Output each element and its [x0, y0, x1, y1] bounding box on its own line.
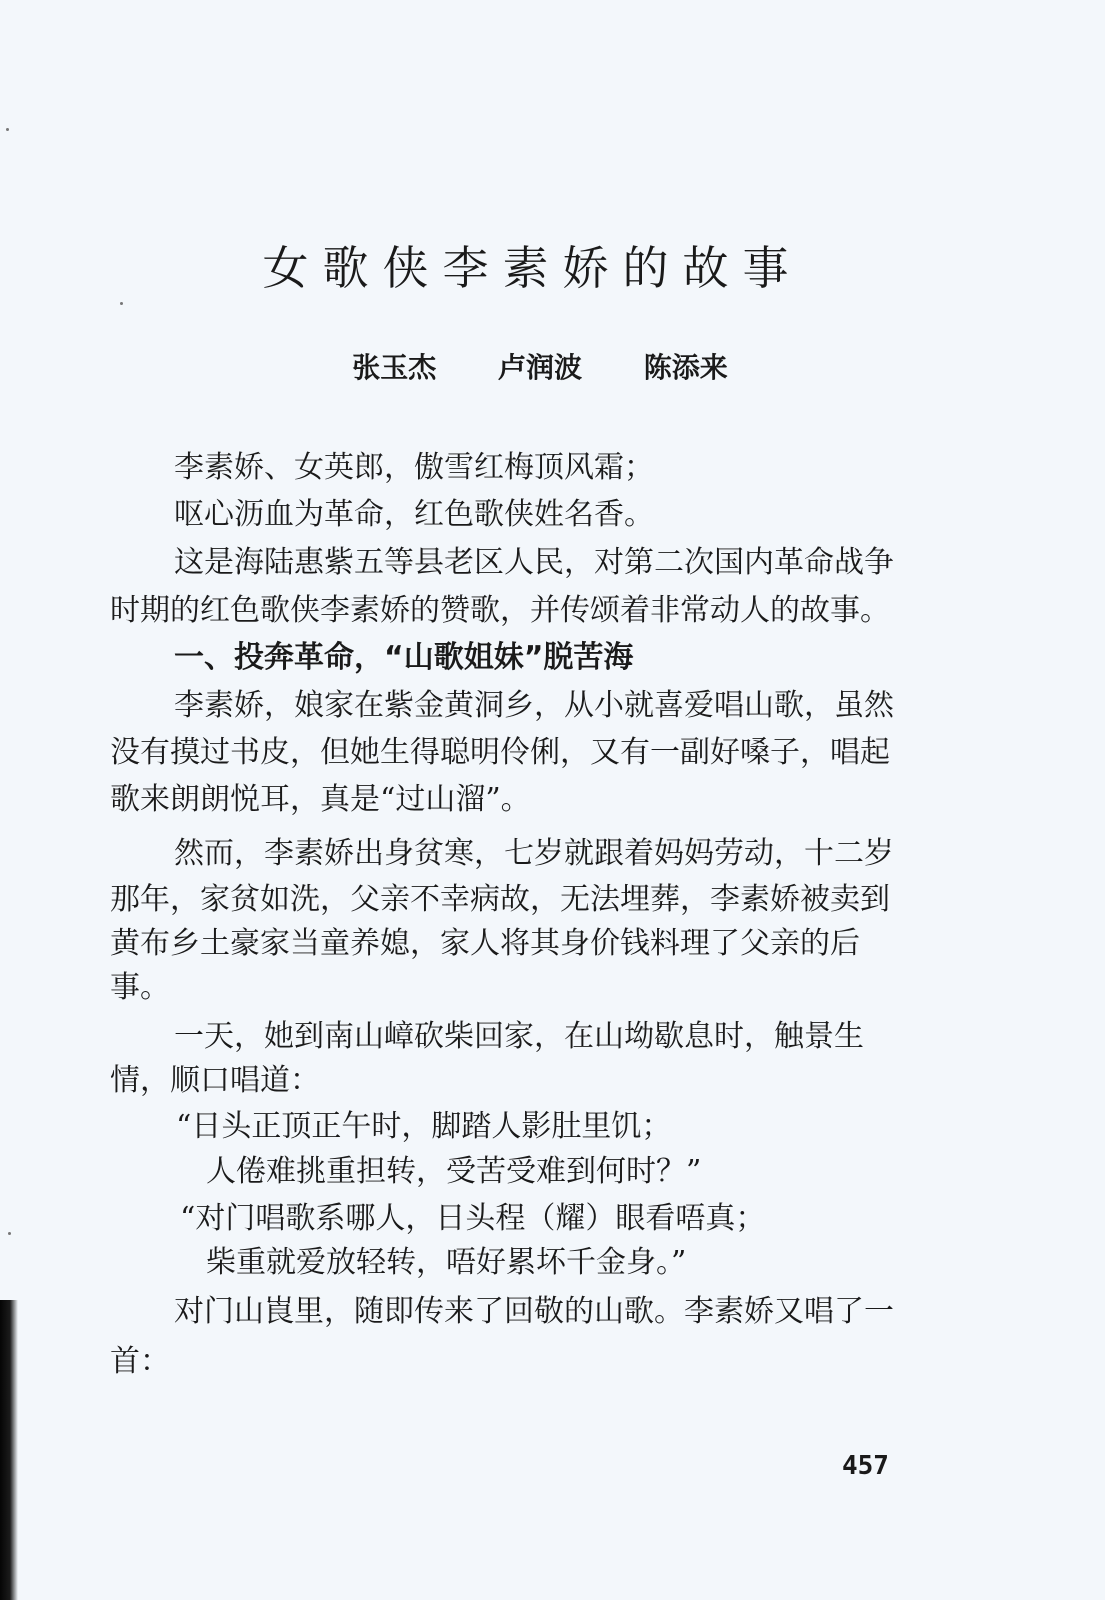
song-line: “对门唱歌系哪人，日头程（耀）眼看唔真；: [180, 1201, 766, 1236]
body-paragraph-line: 首：: [110, 1344, 170, 1379]
author-name: 张玉杰: [352, 351, 437, 384]
page-number: 457: [842, 1451, 889, 1481]
scan-speck: [120, 302, 123, 305]
body-paragraph-line: 那年，家贫如洗，父亲不幸病故，无法埋葬，李素娇被卖到: [110, 882, 890, 917]
author-name: 陈添来: [643, 351, 728, 384]
body-paragraph-line: 然而，李素娇出身贫寒，七岁就跟着妈妈劳动，十二岁: [174, 836, 894, 871]
verse-line: 李素娇、女英郎，傲雪红梅顶风霜；: [174, 450, 654, 485]
article-title: 女歌侠李素娇的故事: [262, 241, 803, 295]
song-line: 人倦难挑重担转，受苦受难到何时？”: [206, 1154, 702, 1189]
scan-speck: [8, 1232, 11, 1235]
body-paragraph-line: 黄布乡土豪家当童养媳，家人将其身价钱料理了父亲的后: [110, 926, 860, 961]
verse-line: 呕心沥血为革命，红色歌侠姓名香。: [174, 497, 654, 532]
song-line: “日头正顶正午时，脚踏人影肚里饥；: [176, 1109, 672, 1144]
body-paragraph-line: 没有摸过书皮，但她生得聪明伶俐，又有一副好嗓子，唱起: [110, 735, 890, 770]
body-paragraph-line: 对门山崀里，随即传来了回敬的山歌。李素娇又唱了一: [174, 1294, 894, 1329]
song-line: 柴重就爱放轻转，唔好累坏千金身。”: [206, 1245, 687, 1280]
body-paragraph-line: 李素娇，娘家在紫金黄洞乡，从小就喜爱唱山歌，虽然: [174, 688, 894, 723]
body-paragraph-line: 事。: [110, 970, 170, 1005]
scan-speck: [6, 128, 9, 131]
body-paragraph-line: 一天，她到南山嶂砍柴回家，在山坳歇息时，触景生: [174, 1019, 864, 1054]
body-paragraph-line: 情，顺口唱道：: [110, 1063, 320, 1098]
section-heading: 一、投奔革命，“山歌姐妹”脱苦海: [174, 640, 634, 675]
author-name: 卢润波: [497, 351, 582, 384]
scan-edge-shadow: [0, 1300, 18, 1600]
body-paragraph-line: 时期的红色歌侠李素娇的赞歌，并传颂着非常动人的故事。: [110, 593, 890, 628]
body-paragraph-line: 歌来朗朗悦耳，真是“过山溜”。: [110, 782, 531, 817]
body-paragraph-line: 这是海陆惠紫五等县老区人民，对第二次国内革命战争: [174, 545, 894, 580]
author-list: [0, 346, 1080, 386]
